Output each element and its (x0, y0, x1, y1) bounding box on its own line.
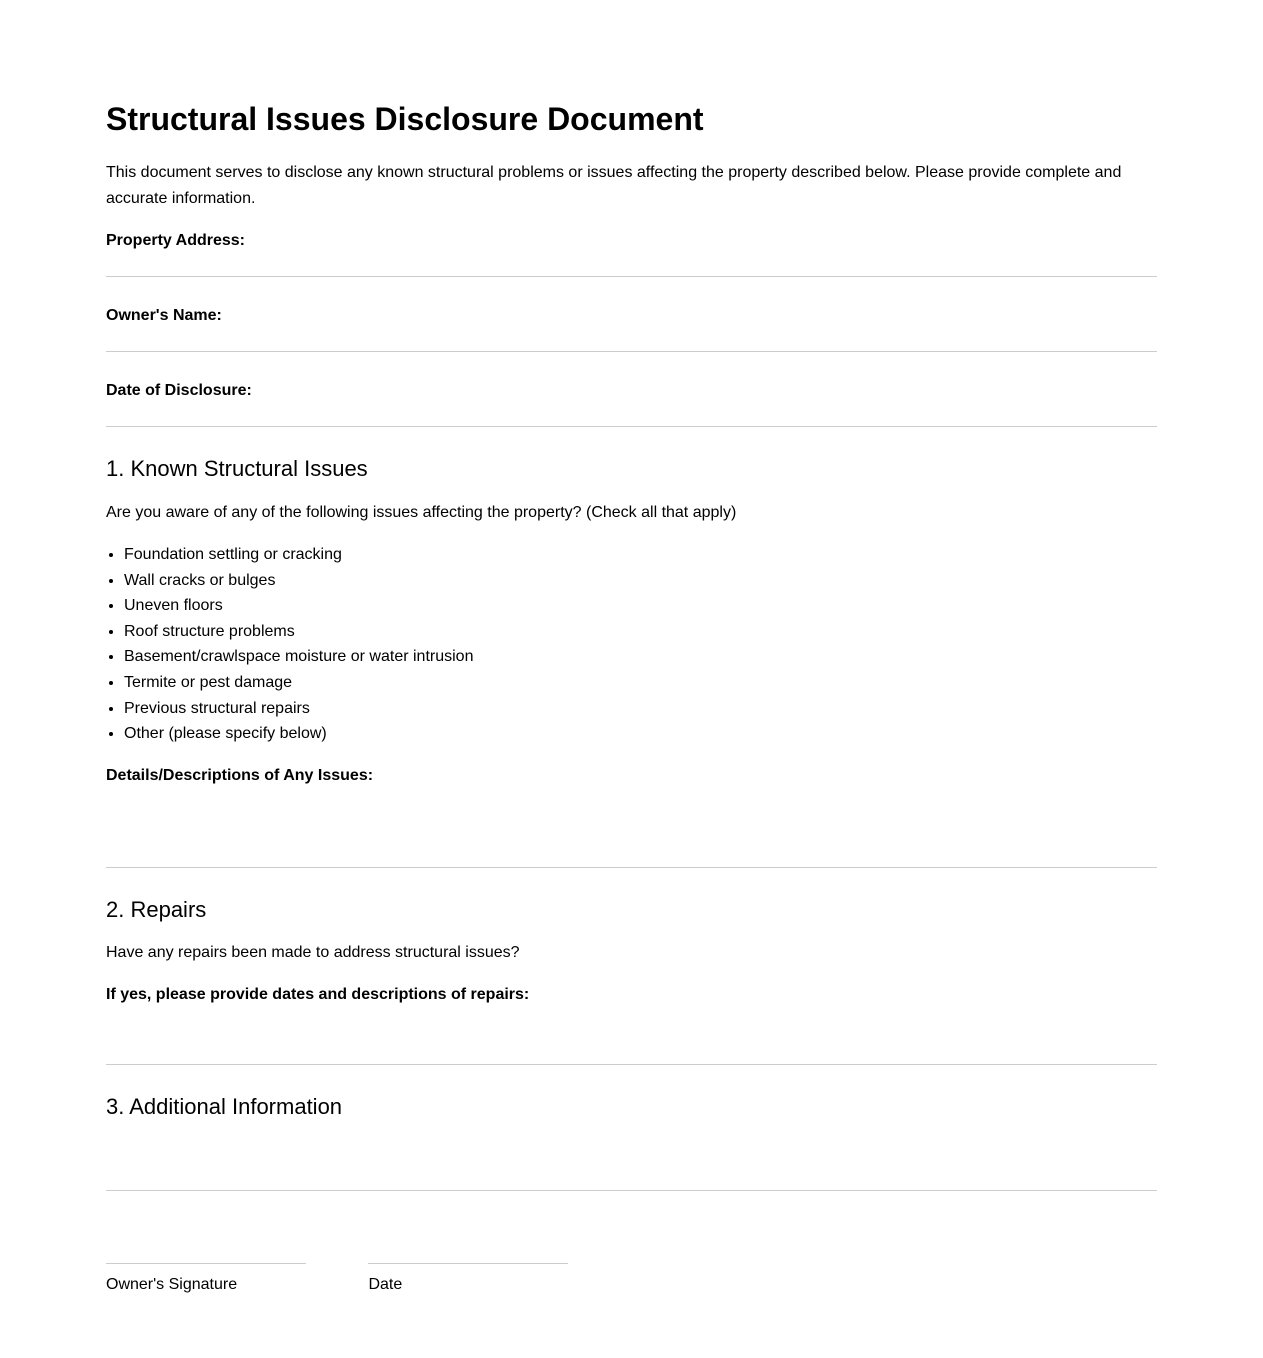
section-additional-information (106, 1093, 1157, 1191)
checklist-item: • Wall cracks or bulges (124, 568, 1157, 594)
field-underline-date-of-disclosure (106, 426, 1157, 427)
checklist-item: • Other (please specify below) (124, 721, 1157, 747)
checklist-item: • Basement/crawlspace moisture or water intrusion (124, 644, 1157, 670)
section-question-repairs: Have any repairs been made to address structural issues? (106, 944, 520, 962)
checklist-item: • Uneven floors (124, 593, 1157, 619)
write-in-underline-issues-details (106, 867, 1157, 868)
checklist-item: • Termite or pest damage (124, 670, 1157, 696)
section-heading-known-structural-issues: 1. Known Structural Issues (106, 456, 368, 482)
write-in-underline-repairs (106, 1064, 1157, 1065)
field-underline-property-address (106, 276, 1157, 277)
field-label-owners-name: Owner's Name: (106, 307, 222, 325)
field-label-date-of-disclosure: Date of Disclosure: (106, 382, 252, 400)
checklist-item: • Previous structural repairs (124, 696, 1157, 722)
field-property-address (106, 228, 1157, 277)
section-heading-repairs: 2. Repairs (106, 896, 207, 922)
details-label-known-structural-issues: Details/Descriptions of Any Issues: (106, 766, 374, 784)
field-label-property-address: Property Address: (106, 232, 245, 250)
field-date-of-disclosure (106, 378, 1157, 427)
signature-block (106, 1263, 1157, 1298)
write-in-underline-additional-information (106, 1190, 1157, 1191)
date-line (368, 1263, 568, 1298)
owners-signature-label: Owner's Signature (106, 1275, 238, 1293)
checklist-item: • Foundation settling or cracking (124, 542, 1157, 568)
section-question-known-structural-issues: Are you aware of any of the following issues affecting the property? (Check all that apply) (106, 503, 737, 521)
section-known-structural-issues (106, 455, 1157, 867)
checklist-item: • Roof structure problems (124, 619, 1157, 645)
structural-issues-checklist (106, 542, 1157, 747)
page-title: Structural Issues Disclosure Document (106, 101, 704, 137)
field-owners-name (106, 303, 1157, 352)
owners-signature-line (106, 1263, 306, 1298)
date-label: Date (368, 1275, 403, 1293)
details-label-repairs: If yes, please provide dates and descriptions of repairs: (106, 986, 530, 1004)
intro-text: This document serves to disclose any known structural problems or issues affecting the property described below. Please provide complete and accurate information. (106, 164, 1122, 208)
section-repairs (106, 896, 1157, 1066)
section-heading-additional-information: 3. Additional Information (106, 1094, 343, 1120)
document-page (106, 0, 1157, 1358)
field-underline-owners-name (106, 351, 1157, 352)
